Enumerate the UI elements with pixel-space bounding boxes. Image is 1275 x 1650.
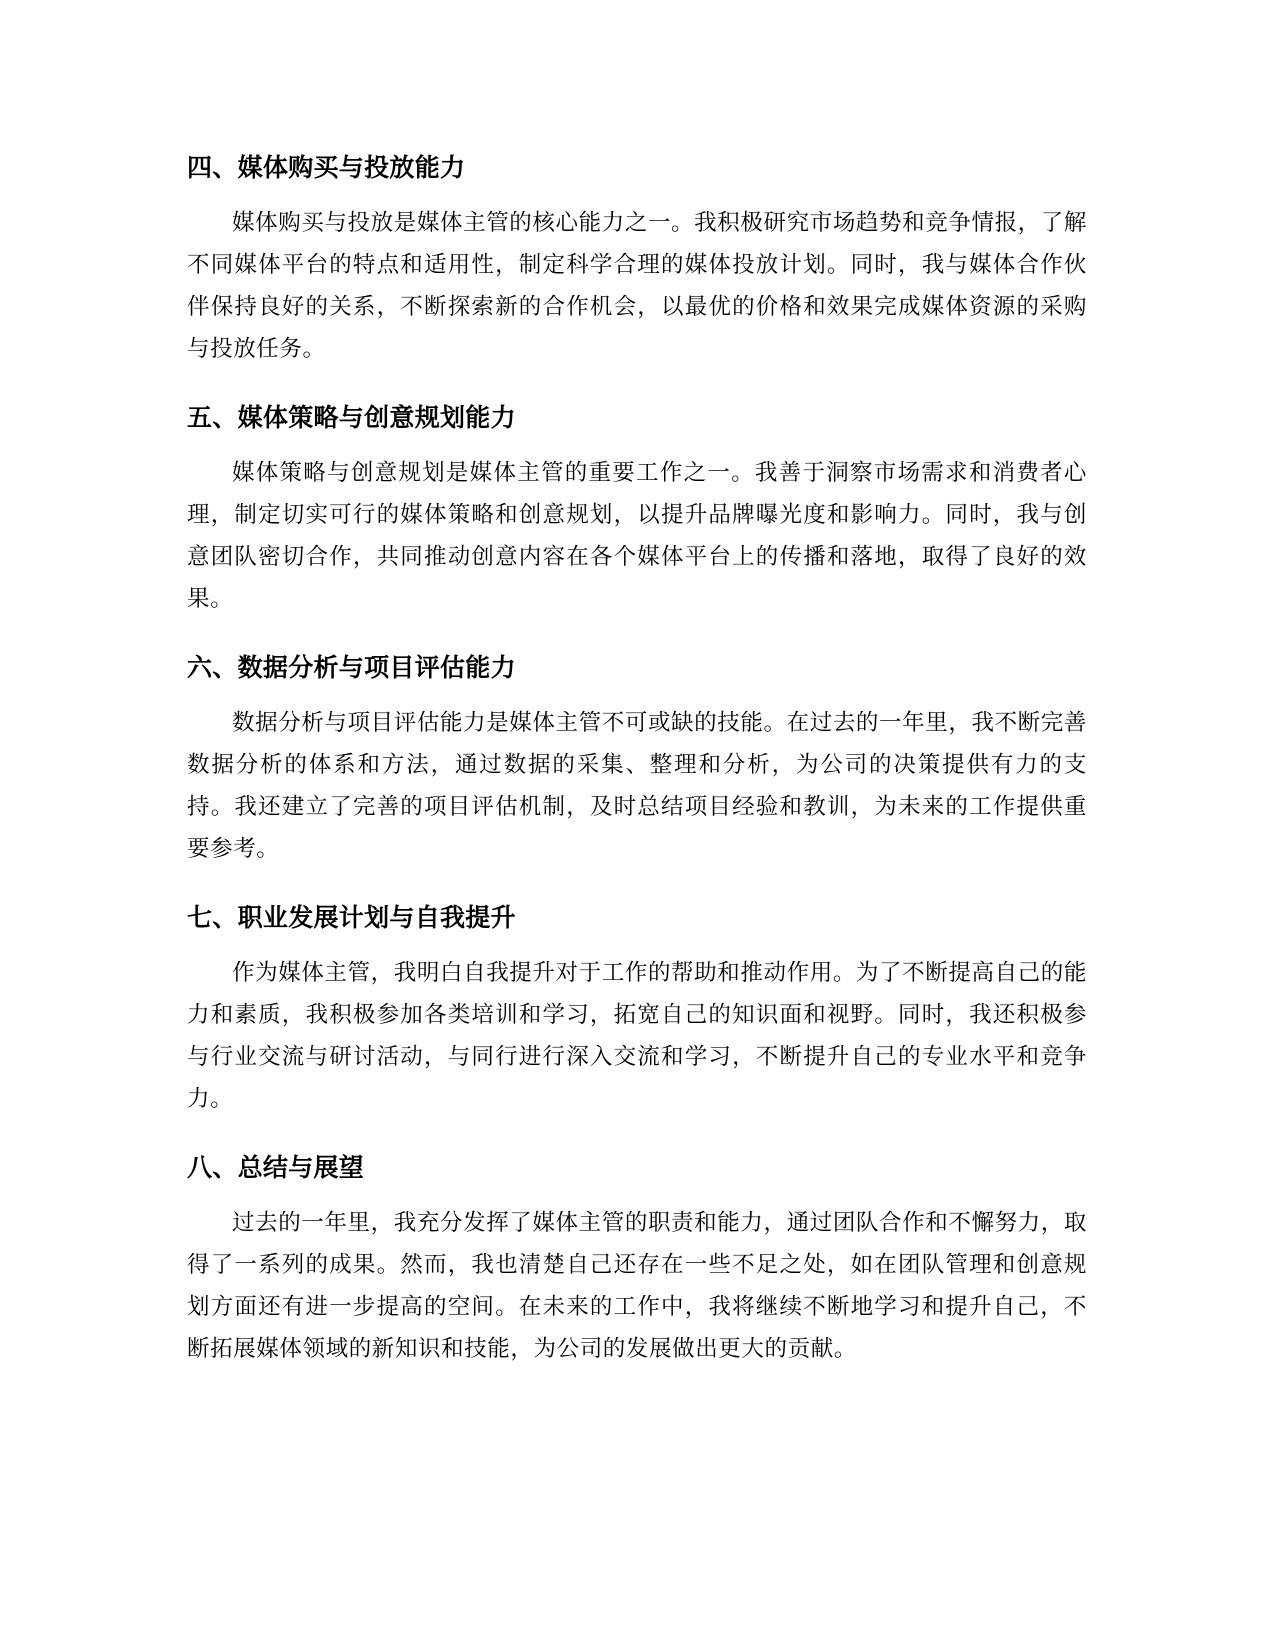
- section-paragraph: 数据分析与项目评估能力是媒体主管不可或缺的技能。在过去的一年里，我不断完善数据分析的体系和方法，通过数据的采集、整理和分析，为公司的决策提供有力的支持。我还建立了完善的项目评估机制，及时总结项目经验和教训，为未来的工作提供重要参考。: [187, 710, 1087, 862]
- section-paragraph: 媒体策略与创意规划是媒体主管的重要工作之一。我善于洞察市场需求和消费者心理，制定切实可行的媒体策略和创意规划，以提升品牌曝光度和影响力。同时，我与创意团队密切合作，共同推动创意内容在各个媒体平台上的传播和落地，取得了良好的效果。: [187, 460, 1087, 612]
- section-career-development: [187, 900, 1087, 1120]
- section-heading: 七、职业发展计划与自我提升: [187, 903, 516, 932]
- section-media-strategy: [187, 400, 1087, 620]
- section-paragraph: 作为媒体主管，我明白自我提升对于工作的帮助和推动作用。为了不断提高自己的能力和素质，我积极参加各类培训和学习，拓宽自己的知识面和视野。同时，我还积极参与行业交流与研讨活动，与同行进行深入交流和学习，不断提升自己的专业水平和竞争力。: [187, 960, 1087, 1112]
- section-data-analysis: [187, 650, 1087, 870]
- section-media-buying: [187, 150, 1087, 370]
- section-heading: 八、总结与展望: [187, 1153, 365, 1182]
- document-body: [187, 150, 1087, 1370]
- section-paragraph: 过去的一年里，我充分发挥了媒体主管的职责和能力，通过团队合作和不懈努力，取得了一系列的成果。然而，我也清楚自己还存在一些不足之处，如在团队管理和创意规划方面还有进一步提高的空间。在未来的工作中，我将继续不断地学习和提升自己，不断拓展媒体领域的新知识和技能，为公司的发展做出更大的贡献。: [187, 1210, 1087, 1362]
- section-heading: 六、数据分析与项目评估能力: [187, 653, 516, 682]
- section-paragraph: 媒体购买与投放是媒体主管的核心能力之一。我积极研究市场趋势和竞争情报，了解不同媒体平台的特点和适用性，制定科学合理的媒体投放计划。同时，我与媒体合作伙伴保持良好的关系，不断探索新的合作机会，以最优的价格和效果完成媒体资源的采购与投放任务。: [187, 210, 1087, 362]
- section-heading: 四、媒体购买与投放能力: [187, 153, 466, 182]
- section-summary-outlook: [187, 1150, 1087, 1370]
- section-heading: 五、媒体策略与创意规划能力: [187, 403, 516, 432]
